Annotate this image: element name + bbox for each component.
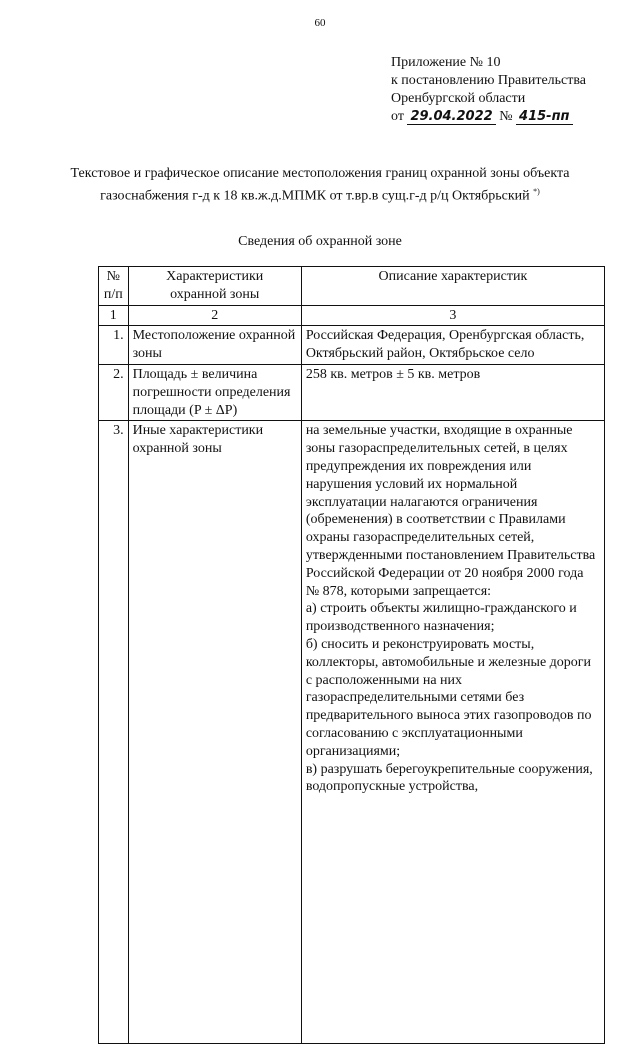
table-header-row	[99, 267, 605, 306]
row-description: Российская Федерация, Оренбургская область, Октябрьский район, Октябрьское село	[301, 326, 604, 365]
table-index-row	[99, 305, 605, 326]
index-cell: 3	[301, 305, 604, 326]
row-number: 2.	[99, 364, 129, 420]
title-text: Текстовое и графическое описание местоположения границ охранной зоны объекта газоснабжения г-д к 18 кв.ж.д.МПМК от т.вр.в сущ.г-д р/ц Октябрьский	[70, 166, 570, 204]
zone-table	[98, 266, 605, 1044]
row-characteristic: Местоположение охранной зоны	[128, 326, 301, 365]
appendix-block	[391, 54, 631, 126]
row-characteristic: Иные характеристики охранной зоны	[128, 421, 301, 1044]
document-title	[60, 165, 580, 206]
header-characteristic: Характеристики охранной зоны	[128, 267, 301, 306]
number-handwritten: 415-пп	[516, 110, 573, 125]
section-subtitle: Сведения об охранной зоне	[238, 234, 402, 249]
row-characteristic: Площадь ± величина погрешности определения площади (P ± ΔP)	[128, 364, 301, 420]
date-prefix: от	[391, 109, 404, 124]
appendix-resolution: к постановлению Правительства	[391, 73, 587, 88]
row-number: 1.	[99, 326, 129, 365]
table-row	[99, 364, 605, 420]
appendix-date-line	[391, 108, 631, 126]
table-row	[99, 421, 605, 1044]
row-description: на земельные участки, входящие в охранные зоны газораспределительных сетей, в целях предупреждения их повреждения или нарушения условий их нормальной эксплуатации налагаются ограничения (обременения) в соответствии с Правилами охраны газораспределительных сетей, утвержденными постановлением Правительства Российской Федерации от 20 ноября 2000 года № 878, которыми запрещается: а) строить объекты жилищно-гражданского и производственного назначения; б) сносить и реконструировать мосты, коллекторы, автомобильные и железные дороги с расположенными на них газораспределительными сетями без предварительного выноса этих газопроводов по согласованию с эксплуатационными организациями; в) разрушать берегоукрепительные сооружения, водопропускные устройства,	[301, 421, 604, 1044]
index-cell: 2	[128, 305, 301, 326]
header-description: Описание характеристик	[301, 267, 604, 306]
title-footnote-mark: *)	[533, 187, 540, 196]
appendix-region: Оренбургской области	[391, 91, 526, 106]
date-handwritten: 29.04.2022	[407, 110, 495, 125]
header-number: № п/п	[99, 267, 129, 306]
appendix-title: Приложение № 10	[391, 55, 501, 70]
table-row	[99, 326, 605, 365]
number-prefix: №	[499, 109, 513, 124]
page-number: 60	[314, 17, 326, 29]
row-description: 258 кв. метров ± 5 кв. метров	[301, 364, 604, 420]
row-number: 3.	[99, 421, 129, 1044]
index-cell: 1	[99, 305, 129, 326]
